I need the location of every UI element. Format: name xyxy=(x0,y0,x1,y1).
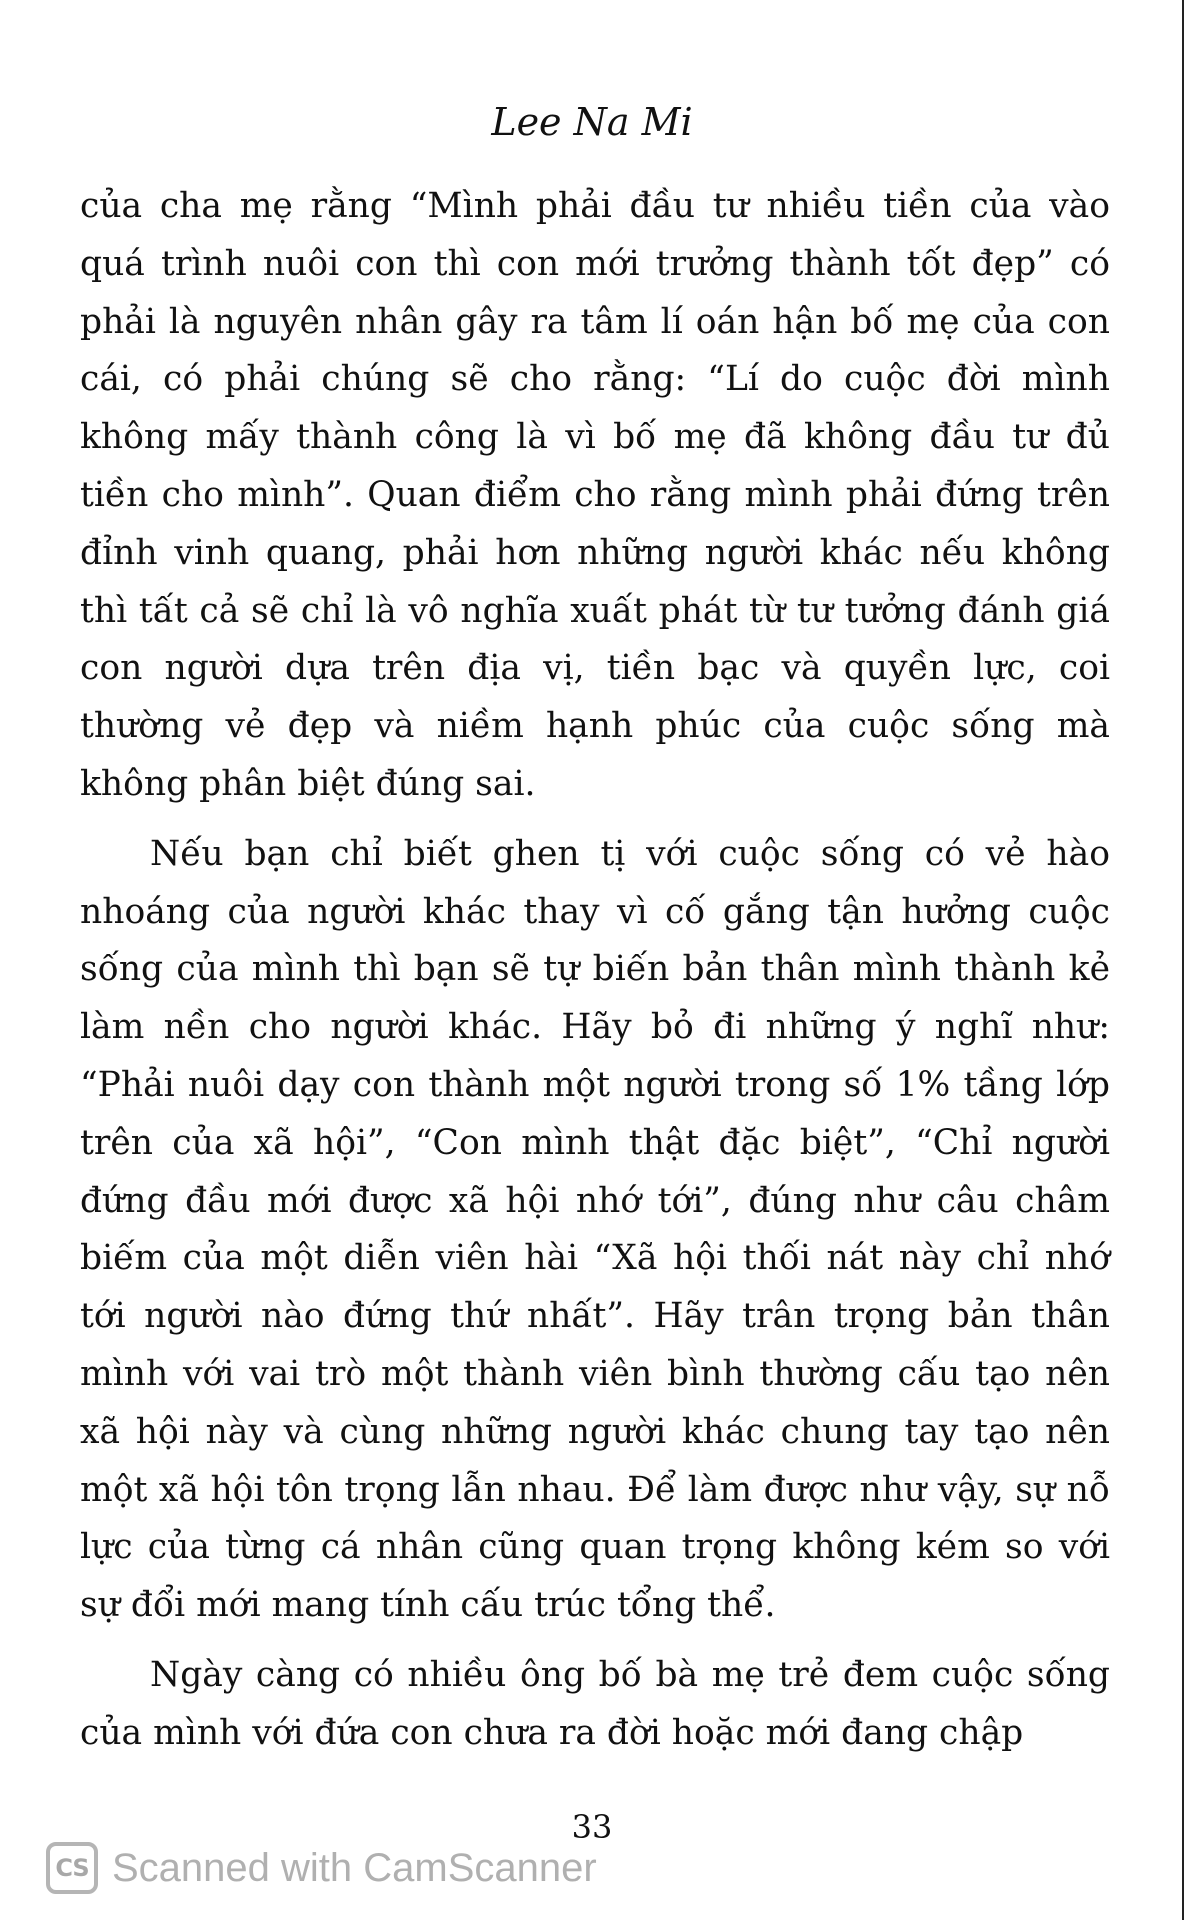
paragraph-2: Nếu bạn chỉ biết ghen tị với cuộc sống có vẻ hào nhoáng của người khác thay vì cố gắng tận hưởng cuộc sống của mình thì bạn sẽ tự biến bản thân mình thành kẻ làm nền cho người khác. Hãy bỏ đi những ý nghĩ như: “Phải nuôi dạy con thành một người trong số 1% tầng lớp trên của xã hội”, “Con mình thật đặc biệt”, “Chỉ người đứng đầu mới được xã hội nhớ tới”, đúng như câu châm biếm của một diễn viên hài “Xã hội thối nát này chỉ nhớ tới người nào đứng thứ nhất”. Hãy trân trọng bản thân mình với vai trò một thành viên bình thường cấu tạo nên xã hội này và cùng những người khác chung tay tạo nên một xã hội tôn trọng lẫn nhau. Để làm được như vậy, sự nỗ lực của từng cá nhân cũng quan trọng không kém so với sự đổi mới mang tính cấu trúc tổng thể. xyxy=(80,833,1110,1626)
camscanner-logo-icon: CS xyxy=(46,1842,98,1894)
page-number: 33 xyxy=(571,1808,613,1846)
watermark-text: Scanned with CamScanner xyxy=(112,1845,597,1890)
camscanner-watermark xyxy=(46,1838,597,1898)
body-text xyxy=(80,178,1110,1763)
running-header: Lee Na Mi xyxy=(491,100,693,144)
paragraph-1: của cha mẹ rằng “Mình phải đầu tư nhiều tiền của vào quá trình nuôi con thì con mới trưởng thành tốt đẹp” có phải là nguyên nhân gây ra tâm lí oán hận bố mẹ của con cái, có phải chúng sẽ cho rằng: “Lí do cuộc đời mình không mấy thành công là vì bố mẹ đã không đầu tư đủ tiền cho mình”. Quan điểm cho rằng mình phải đứng trên đỉnh vinh quang, phải hơn những người khác nếu không thì tất cả sẽ chỉ là vô nghĩa xuất phát từ tư tưởng đánh giá con người dựa trên địa vị, tiền bạc và quyền lực, coi thường vẻ đẹp và niềm hạnh phúc của cuộc sống mà không phân biệt đúng sai. xyxy=(80,186,1110,804)
paragraph-3: Ngày càng có nhiều ông bố bà mẹ trẻ đem cuộc sống của mình với đứa con chưa ra đời hoặc mới đang chập xyxy=(80,1654,1110,1753)
